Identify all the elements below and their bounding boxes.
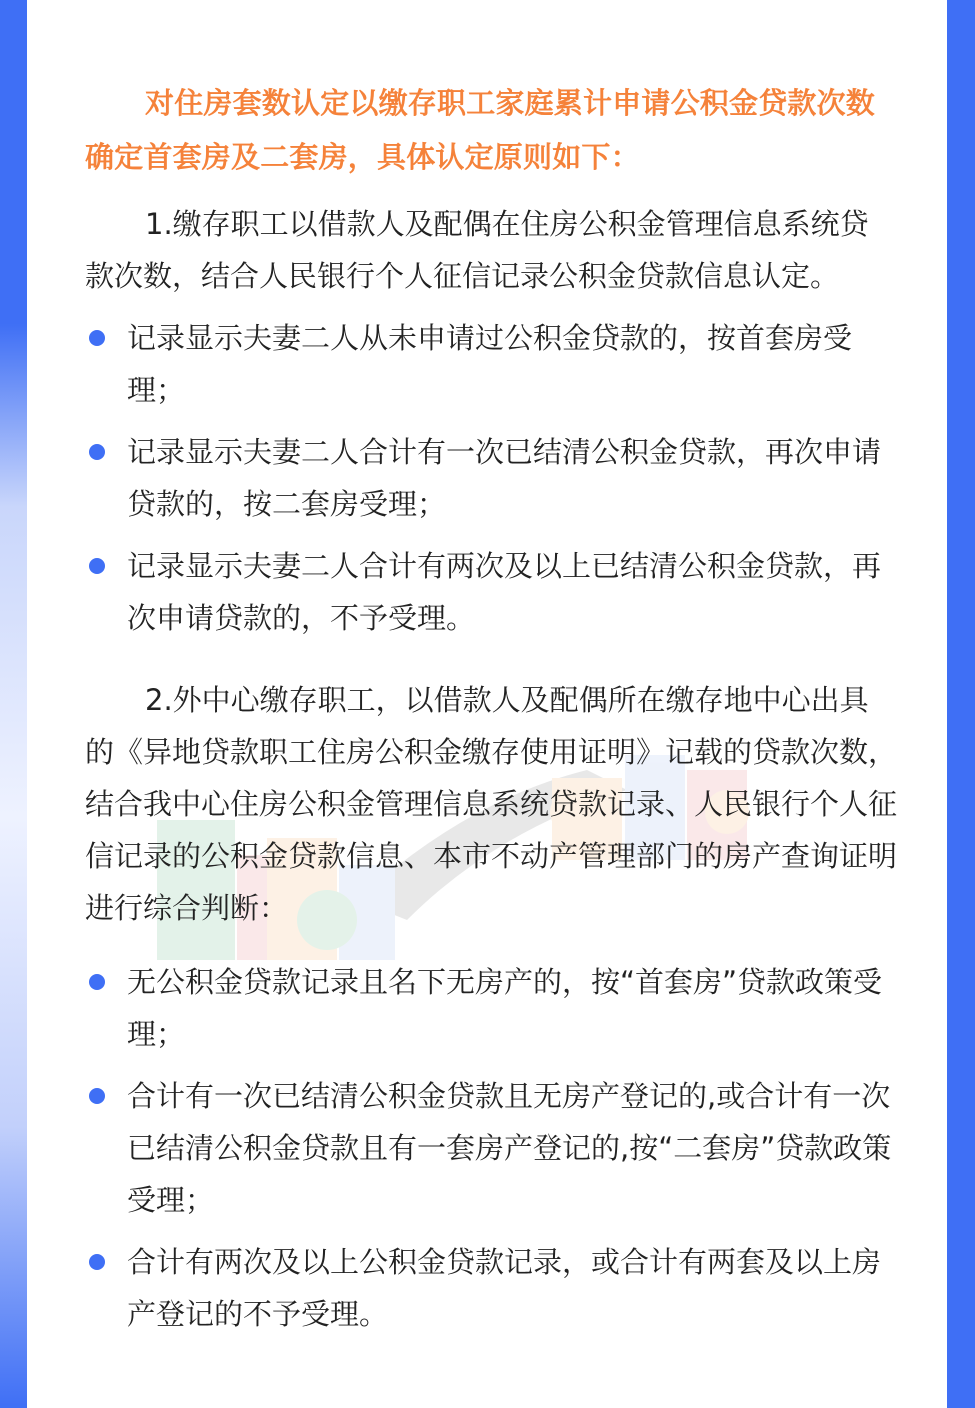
list-item [85, 956, 897, 1060]
list-item-text: 合计有两次及以上公积金贷款记录，或合计有两套及以上房产登记的不予受理。 [127, 1245, 882, 1331]
document-body [27, 0, 947, 1408]
list-item [85, 1070, 897, 1226]
right-blue-border [947, 0, 975, 1408]
content-card [27, 0, 947, 1408]
section-1-paragraph: 1.缴存职工以借款人及配偶在住房公积金管理信息系统贷款次数，结合人民银行个人征信记录公积金贷款信息认定。 [85, 207, 869, 293]
bullet-dot-icon [89, 558, 105, 574]
list-item-text: 无公积金贷款记录且名下无房产的，按“首套房”贷款政策受理； [127, 965, 883, 1051]
list-item-text: 记录显示夫妻二人合计有两次及以上已结清公积金贷款，再次申请贷款的，不予受理。 [127, 549, 882, 635]
bullet-dot-icon [89, 330, 105, 346]
left-blue-border [0, 0, 27, 1408]
section-2-paragraph: 2.外中心缴存职工，以借款人及配偶所在缴存地中心出具的《异地贷款职工住房公积金缴存使用证明》记载的贷款次数，结合我中心住房公积金管理信息系统贷款记录、人民银行个人征信记录的公积金贷款信息、本市不动产管理部门的房产查询证明进行综合判断： [85, 683, 898, 925]
list-item [85, 426, 897, 530]
bullet-dot-icon [89, 974, 105, 990]
list-item-text: 合计有一次已结清公积金贷款且无房产登记的,或合计有一次已结清公积金贷款且有一套房产登记的,按“二套房”贷款政策受理； [127, 1079, 892, 1217]
list-item [85, 1236, 897, 1340]
bullet-dot-icon [89, 444, 105, 460]
list-item [85, 540, 897, 644]
bullet-dot-icon [89, 1088, 105, 1104]
bullet-dot-icon [89, 1254, 105, 1270]
section-2-bullet-list [85, 956, 897, 1340]
list-item-text: 记录显示夫妻二人合计有一次已结清公积金贷款，再次申请贷款的，按二套房受理； [127, 435, 882, 521]
list-item [85, 312, 897, 416]
intro-heading: 对住房套数认定以缴存职工家庭累计申请公积金贷款次数确定首套房及二套房，具体认定原则如下： [85, 86, 876, 174]
list-item-text: 记录显示夫妻二人从未申请过公积金贷款的，按首套房受理； [127, 321, 853, 407]
section-1-bullet-list [85, 312, 897, 644]
